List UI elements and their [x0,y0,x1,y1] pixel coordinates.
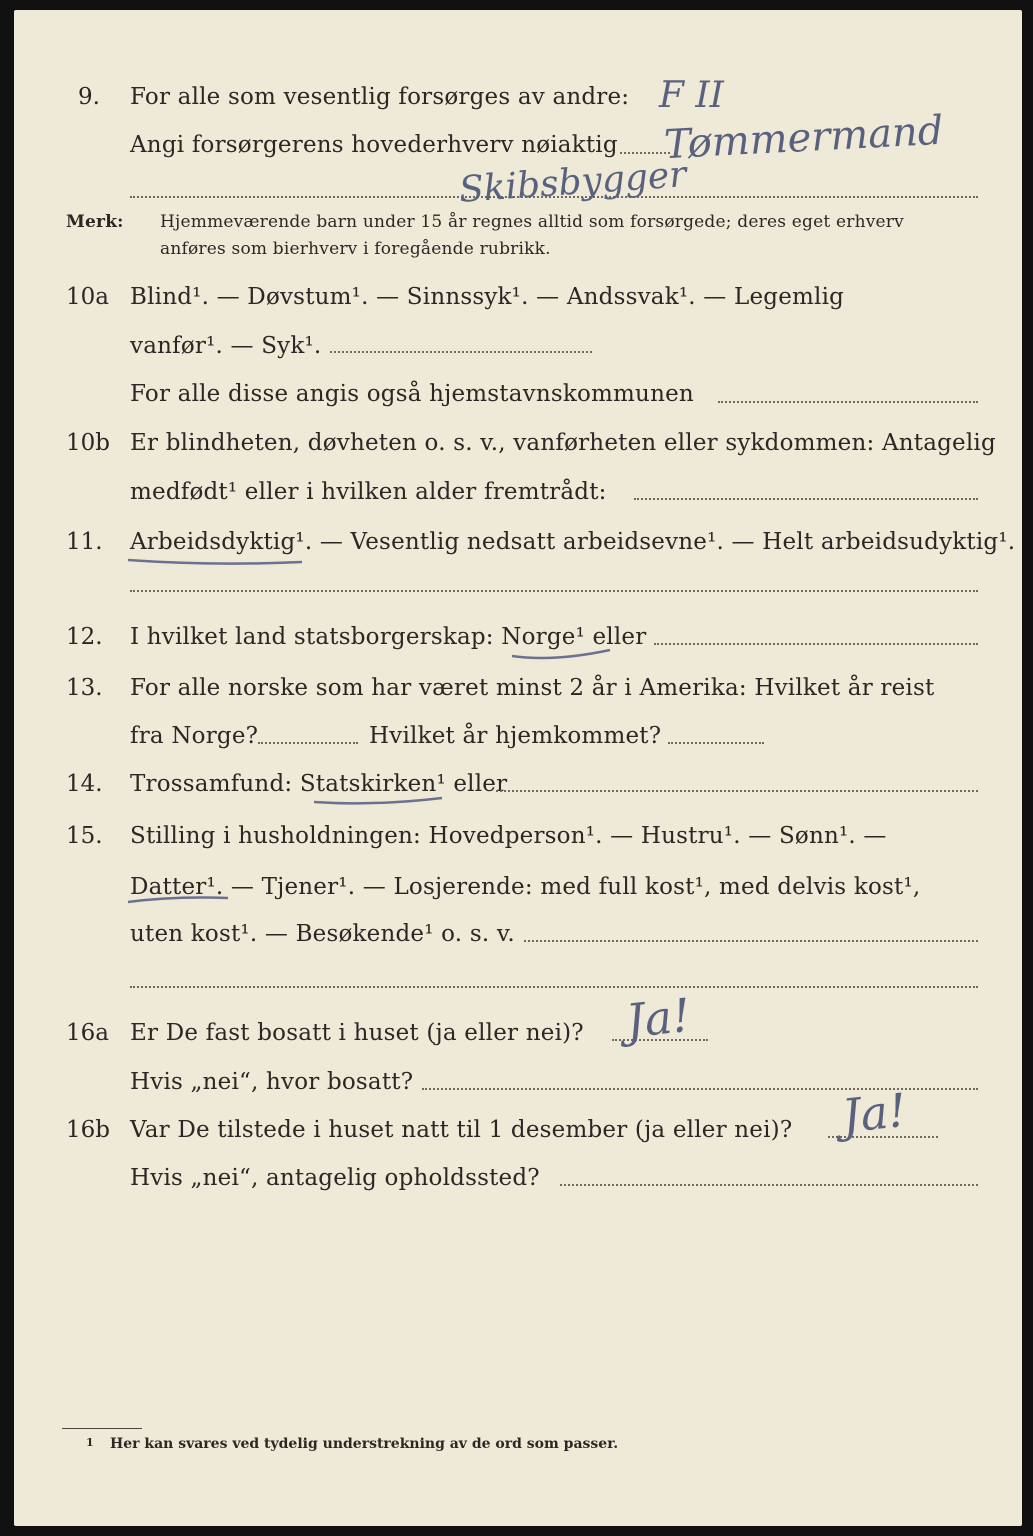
q10a-number: 10a [66,284,109,310]
q16a-line2: Hvis „nei“, hvor bosatt? [130,1069,414,1095]
q16b-line1: Var De tilstede i huset natt til 1 desember (ja eller nei)? [130,1117,793,1143]
footnote-rule [62,1428,142,1429]
q14-line1: Trossamfund: Statskirken¹ eller [130,771,508,797]
q13-line2b: Hvilket år hjemkommet? [369,723,662,749]
q9-number: 9. [78,84,100,110]
q10a-line1: Blind¹. — Døvstum¹. — Sinnssyk¹. — Andssvak¹. — Legemlig [130,284,845,310]
q12-line1: I hvilket land statsborgerskap: Norge¹ eller [130,624,647,650]
q16b-number: 16b [66,1117,110,1143]
q15-number: 15. [66,823,103,849]
q11-number: 11. [66,529,103,555]
merk-line1: Hjemmeværende barn under 15 år regnes alltid som forsørgede; deres eget erhverv [160,212,904,232]
q13-number: 13. [66,675,103,701]
q15-line2: Datter¹. — Tjener¹. — Losjerende: med full kost¹, med delvis kost¹, [130,874,921,900]
pencil-underline-marks [14,10,1022,1526]
footnote-mark: 1 [86,1436,94,1449]
q16a-number: 16a [66,1020,109,1046]
q10a-line3: For alle disse angis også hjemstavnskommunen [130,381,694,407]
q14-number: 14. [66,771,103,797]
q16b-line2: Hvis „nei“, antagelig opholdssted? [130,1165,540,1191]
q15-line3: uten kost¹. — Besøkende¹ o. s. v. [130,921,515,947]
q15-line1: Stilling i husholdningen: Hovedperson¹. — Hustru¹. — Sønn¹. — [130,823,887,849]
q9-handwritten-occupation: Tømmermand [662,107,945,169]
q9-line1: For alle som vesentlig forsørges av andre: [130,84,630,110]
census-form-page [14,10,1022,1526]
q10b-line1: Er blindheten, døvheten o. s. v., vanførheten eller sykdommen: Antagelig [130,430,996,456]
q13-line2a: fra Norge? [130,723,259,749]
q10b-line2: medfødt¹ eller i hvilken alder fremtrådt: [130,479,607,505]
q11-line1: Arbeidsdyktig¹. — Vesentlig nedsatt arbeidsevne¹. — Helt arbeidsudyktig¹. [130,529,1016,555]
q16a-handwritten-answer: Ja! [623,987,694,1049]
q16b-handwritten-answer: Ja! [839,1082,910,1144]
q9-handwritten-code: F II [659,75,724,116]
q9-handwritten-occupation-2: Skibsbygger [457,154,688,211]
q13-line1: For alle norske som har været minst 2 år i Amerika: Hvilket år reist [130,675,935,701]
q10b-number: 10b [66,430,110,456]
merk-label: Merk: [66,212,124,232]
q10a-line2: vanfør¹. — Syk¹. [130,333,322,359]
merk-line2: anføres som bierhverv i foregående rubrikk. [160,239,551,259]
footnote-text: Her kan svares ved tydelig understrekning av de ord som passer. [110,1436,619,1452]
q9-line2: Angi forsørgerens hovederhverv nøiaktig [130,132,618,158]
q16a-line1: Er De fast bosatt i huset (ja eller nei)? [130,1020,584,1046]
q12-number: 12. [66,624,103,650]
